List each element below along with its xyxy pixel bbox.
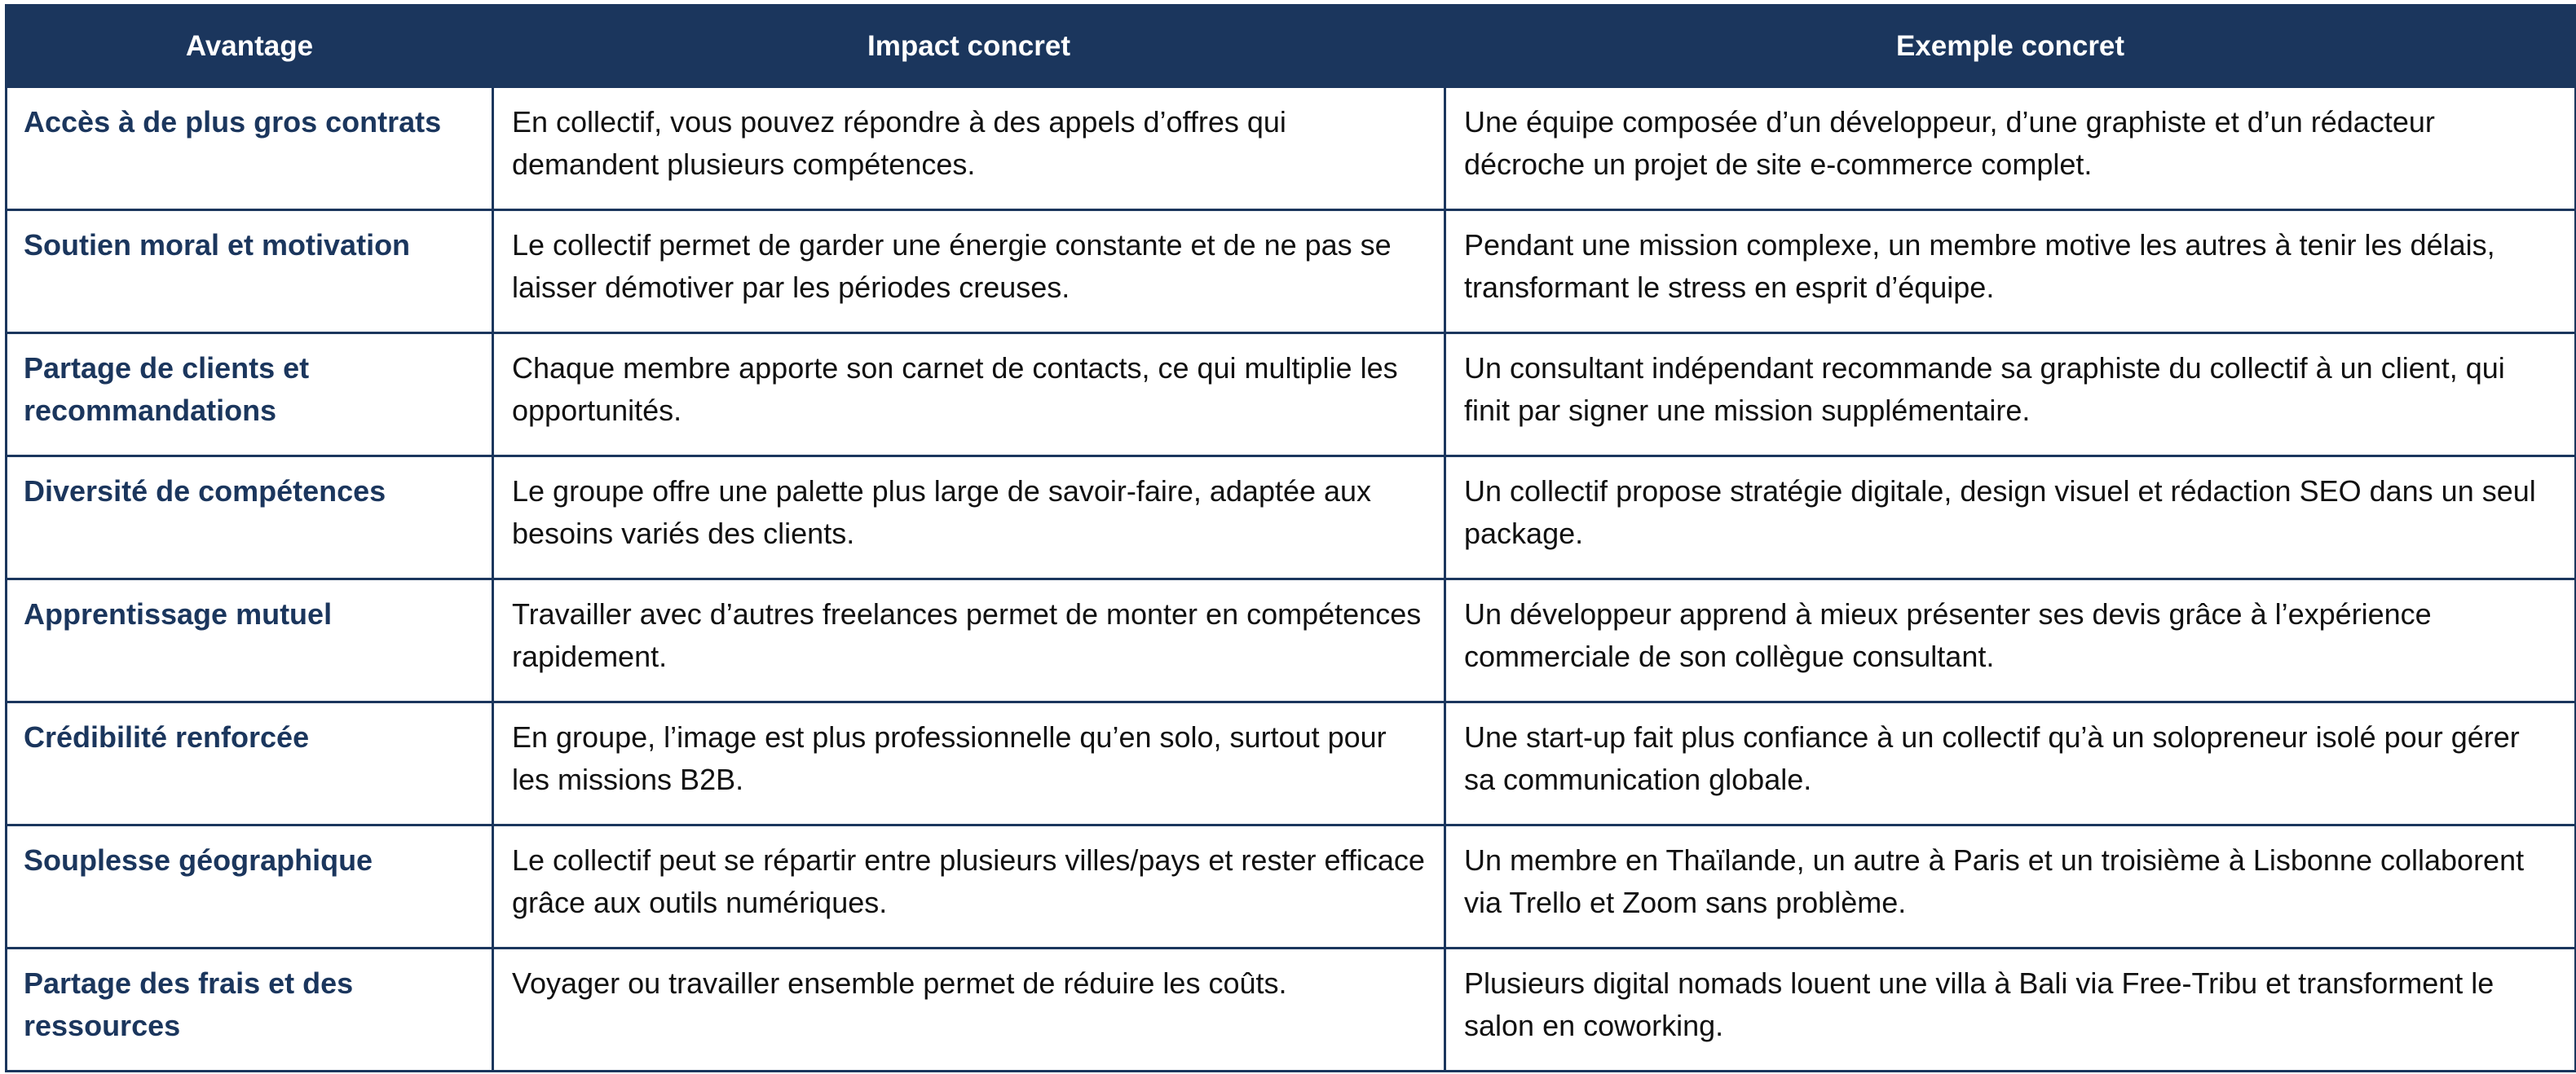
impact-cell: Le collectif permet de garder une énergie constante et de ne pas se laisser démotiver par les périodes creuses.: [493, 210, 1445, 333]
table-header: [7, 6, 2576, 87]
table-row: [7, 949, 2576, 1072]
table-row: [7, 825, 2576, 949]
header-row: [7, 6, 2576, 87]
exemple-cell: Un collectif propose stratégie digitale, design visuel et rédaction SEO dans un seul package.: [1445, 456, 2576, 579]
exemple-cell: Pendant une mission complexe, un membre motive les autres à tenir les délais, transformant le stress en esprit d’équipe.: [1445, 210, 2576, 333]
table-body: [7, 87, 2576, 1072]
impact-cell: Chaque membre apporte son carnet de contacts, ce qui multiplie les opportunités.: [493, 333, 1445, 456]
table-row: [7, 210, 2576, 333]
exemple-cell: Un membre en Thaïlande, un autre à Paris et un troisième à Lisbonne collaborent via Trello et Zoom sans problème.: [1445, 825, 2576, 949]
header-avantage: Avantage: [7, 6, 493, 87]
table-row: [7, 333, 2576, 456]
header-exemple: Exemple concret: [1445, 6, 2576, 87]
exemple-cell: Un consultant indépendant recommande sa graphiste du collectif à un client, qui finit par signer une mission supplémentaire.: [1445, 333, 2576, 456]
table-row: [7, 456, 2576, 579]
avantage-cell: Apprentissage mutuel: [7, 579, 493, 702]
table-row: [7, 702, 2576, 825]
header-impact: Impact concret: [493, 6, 1445, 87]
impact-cell: Travailler avec d’autres freelances permet de monter en compétences rapidement.: [493, 579, 1445, 702]
avantage-cell: Souplesse géographique: [7, 825, 493, 949]
avantage-cell: Partage des frais et des ressources: [7, 949, 493, 1072]
exemple-cell: Un développeur apprend à mieux présenter ses devis grâce à l’expérience commerciale de son collègue consultant.: [1445, 579, 2576, 702]
exemple-cell: Une équipe composée d’un développeur, d’une graphiste et d’un rédacteur décroche un projet de site e-commerce complet.: [1445, 87, 2576, 210]
avantage-cell: Partage de clients et recommandations: [7, 333, 493, 456]
advantages-table: [5, 4, 2576, 1072]
table-row: [7, 579, 2576, 702]
impact-cell: Le groupe offre une palette plus large de savoir-faire, adaptée aux besoins variés des clients.: [493, 456, 1445, 579]
avantage-cell: Soutien moral et motivation: [7, 210, 493, 333]
avantage-cell: Accès à de plus gros contrats: [7, 87, 493, 210]
impact-cell: En groupe, l’image est plus professionnelle qu’en solo, surtout pour les missions B2B.: [493, 702, 1445, 825]
impact-cell: En collectif, vous pouvez répondre à des appels d’offres qui demandent plusieurs compétences.: [493, 87, 1445, 210]
impact-cell: Voyager ou travailler ensemble permet de réduire les coûts.: [493, 949, 1445, 1072]
table-row: [7, 87, 2576, 210]
exemple-cell: Une start-up fait plus confiance à un collectif qu’à un solopreneur isolé pour gérer sa communication globale.: [1445, 702, 2576, 825]
avantage-cell: Crédibilité renforcée: [7, 702, 493, 825]
exemple-cell: Plusieurs digital nomads louent une villa à Bali via Free-Tribu et transforment le salon en coworking.: [1445, 949, 2576, 1072]
impact-cell: Le collectif peut se répartir entre plusieurs villes/pays et rester efficace grâce aux outils numériques.: [493, 825, 1445, 949]
avantage-cell: Diversité de compétences: [7, 456, 493, 579]
